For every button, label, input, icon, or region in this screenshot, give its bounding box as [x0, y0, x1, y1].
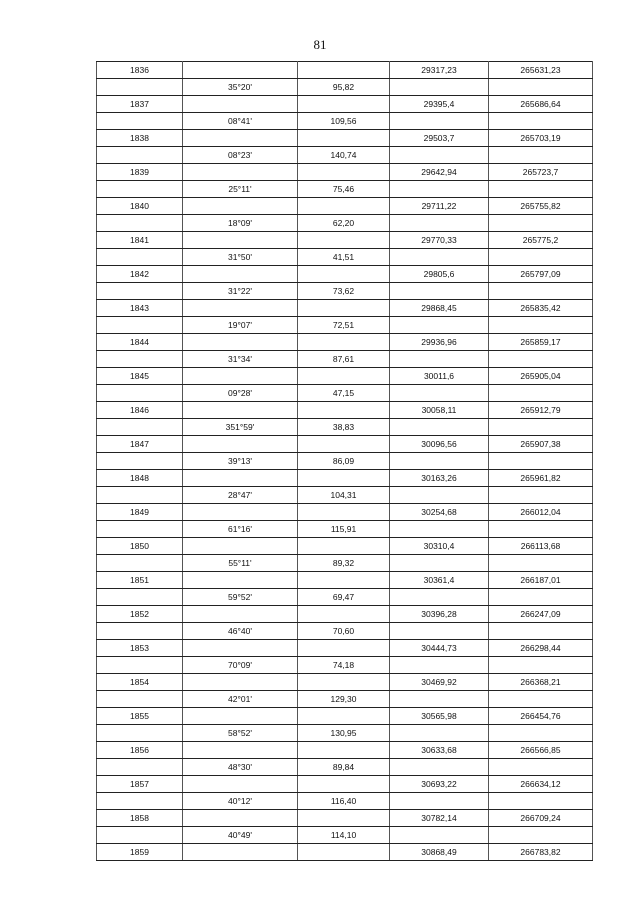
- angle-cell: [183, 334, 298, 351]
- y-coordinate-cell: [489, 215, 593, 232]
- line-row: [97, 215, 593, 232]
- line-row: [97, 385, 593, 402]
- x-coordinate-cell: 30693,22: [390, 776, 489, 793]
- y-coordinate-cell: 265907,38: [489, 436, 593, 453]
- angle-cell: 351°59': [183, 419, 298, 436]
- y-coordinate-cell: 265755,82: [489, 198, 593, 215]
- point-number-cell: 1838: [97, 130, 183, 147]
- x-coordinate-cell: 29868,45: [390, 300, 489, 317]
- angle-cell: 18°09': [183, 215, 298, 232]
- point-row: [97, 810, 593, 827]
- distance-cell: 86,09: [298, 453, 390, 470]
- point-number-cell: [97, 487, 183, 504]
- distance-cell: [298, 164, 390, 181]
- y-coordinate-cell: [489, 113, 593, 130]
- angle-cell: 70°09': [183, 657, 298, 674]
- x-coordinate-cell: 30396,28: [390, 606, 489, 623]
- distance-cell: 89,84: [298, 759, 390, 776]
- y-coordinate-cell: 266783,82: [489, 844, 593, 861]
- point-number-cell: [97, 147, 183, 164]
- y-coordinate-cell: [489, 827, 593, 844]
- distance-cell: [298, 436, 390, 453]
- x-coordinate-cell: 30011,6: [390, 368, 489, 385]
- point-row: [97, 300, 593, 317]
- angle-cell: [183, 640, 298, 657]
- distance-cell: [298, 776, 390, 793]
- x-coordinate-cell: 30633,68: [390, 742, 489, 759]
- y-coordinate-cell: [489, 657, 593, 674]
- distance-cell: [298, 232, 390, 249]
- y-coordinate-cell: 266298,44: [489, 640, 593, 657]
- distance-cell: [298, 640, 390, 657]
- y-coordinate-cell: [489, 521, 593, 538]
- point-number-cell: [97, 351, 183, 368]
- y-coordinate-cell: 266113,68: [489, 538, 593, 555]
- point-number-cell: [97, 521, 183, 538]
- distance-cell: [298, 300, 390, 317]
- y-coordinate-cell: [489, 385, 593, 402]
- distance-cell: 130,95: [298, 725, 390, 742]
- y-coordinate-cell: [489, 487, 593, 504]
- line-row: [97, 113, 593, 130]
- x-coordinate-cell: 29805,6: [390, 266, 489, 283]
- distance-cell: 104,31: [298, 487, 390, 504]
- point-number-cell: 1846: [97, 402, 183, 419]
- angle-cell: 40°49': [183, 827, 298, 844]
- x-coordinate-cell: [390, 487, 489, 504]
- y-coordinate-cell: [489, 79, 593, 96]
- line-row: [97, 521, 593, 538]
- point-number-cell: 1851: [97, 572, 183, 589]
- distance-cell: [298, 334, 390, 351]
- point-number-cell: 1855: [97, 708, 183, 725]
- line-row: [97, 827, 593, 844]
- angle-cell: [183, 470, 298, 487]
- point-row: [97, 742, 593, 759]
- x-coordinate-cell: [390, 249, 489, 266]
- point-number-cell: 1844: [97, 334, 183, 351]
- y-coordinate-cell: 266709,24: [489, 810, 593, 827]
- y-coordinate-cell: [489, 589, 593, 606]
- point-number-cell: [97, 691, 183, 708]
- point-number-cell: 1837: [97, 96, 183, 113]
- distance-cell: [298, 708, 390, 725]
- point-number-cell: [97, 317, 183, 334]
- point-number-cell: [97, 79, 183, 96]
- y-coordinate-cell: [489, 147, 593, 164]
- point-row: [97, 130, 593, 147]
- y-coordinate-cell: 265797,09: [489, 266, 593, 283]
- point-number-cell: [97, 113, 183, 130]
- point-number-cell: [97, 555, 183, 572]
- distance-cell: 114,10: [298, 827, 390, 844]
- point-number-cell: 1840: [97, 198, 183, 215]
- angle-cell: 42°01': [183, 691, 298, 708]
- distance-cell: 109,56: [298, 113, 390, 130]
- x-coordinate-cell: [390, 589, 489, 606]
- x-coordinate-cell: [390, 521, 489, 538]
- y-coordinate-cell: 265835,42: [489, 300, 593, 317]
- x-coordinate-cell: 30444,73: [390, 640, 489, 657]
- point-number-cell: 1847: [97, 436, 183, 453]
- line-row: [97, 181, 593, 198]
- y-coordinate-cell: 266187,01: [489, 572, 593, 589]
- y-coordinate-cell: [489, 793, 593, 810]
- distance-cell: [298, 844, 390, 861]
- point-row: [97, 368, 593, 385]
- distance-cell: [298, 504, 390, 521]
- angle-cell: [183, 572, 298, 589]
- y-coordinate-cell: [489, 283, 593, 300]
- angle-cell: [183, 606, 298, 623]
- x-coordinate-cell: [390, 351, 489, 368]
- distance-cell: [298, 674, 390, 691]
- angle-cell: [183, 810, 298, 827]
- angle-cell: 55°11': [183, 555, 298, 572]
- point-number-cell: 1856: [97, 742, 183, 759]
- distance-cell: [298, 130, 390, 147]
- angle-cell: 31°34': [183, 351, 298, 368]
- point-row: [97, 776, 593, 793]
- distance-cell: 95,82: [298, 79, 390, 96]
- distance-cell: [298, 606, 390, 623]
- line-row: [97, 147, 593, 164]
- distance-cell: [298, 538, 390, 555]
- x-coordinate-cell: 29317,23: [390, 62, 489, 79]
- distance-cell: 62,20: [298, 215, 390, 232]
- angle-cell: [183, 436, 298, 453]
- point-row: [97, 844, 593, 861]
- x-coordinate-cell: [390, 283, 489, 300]
- x-coordinate-cell: [390, 691, 489, 708]
- x-coordinate-cell: [390, 419, 489, 436]
- distance-cell: [298, 198, 390, 215]
- line-row: [97, 793, 593, 810]
- point-number-cell: [97, 623, 183, 640]
- point-number-cell: [97, 181, 183, 198]
- angle-cell: 08°41': [183, 113, 298, 130]
- line-row: [97, 419, 593, 436]
- angle-cell: [183, 96, 298, 113]
- angle-cell: 61°16': [183, 521, 298, 538]
- distance-cell: 129,30: [298, 691, 390, 708]
- y-coordinate-cell: 265775,2: [489, 232, 593, 249]
- line-row: [97, 453, 593, 470]
- point-number-cell: [97, 793, 183, 810]
- point-number-cell: 1843: [97, 300, 183, 317]
- point-number-cell: 1845: [97, 368, 183, 385]
- y-coordinate-cell: 265686,64: [489, 96, 593, 113]
- point-row: [97, 538, 593, 555]
- x-coordinate-cell: 30469,92: [390, 674, 489, 691]
- point-number-cell: [97, 725, 183, 742]
- point-row: [97, 504, 593, 521]
- y-coordinate-cell: 266454,76: [489, 708, 593, 725]
- y-coordinate-cell: [489, 453, 593, 470]
- distance-cell: 116,40: [298, 793, 390, 810]
- distance-cell: 75,46: [298, 181, 390, 198]
- x-coordinate-cell: 29503,7: [390, 130, 489, 147]
- y-coordinate-cell: 265703,19: [489, 130, 593, 147]
- distance-cell: 47,15: [298, 385, 390, 402]
- x-coordinate-cell: [390, 657, 489, 674]
- point-row: [97, 470, 593, 487]
- x-coordinate-cell: 29642,94: [390, 164, 489, 181]
- point-row: [97, 436, 593, 453]
- angle-cell: 31°50': [183, 249, 298, 266]
- angle-cell: 58°52': [183, 725, 298, 742]
- point-row: [97, 96, 593, 113]
- x-coordinate-cell: [390, 725, 489, 742]
- point-row: [97, 402, 593, 419]
- x-coordinate-cell: [390, 317, 489, 334]
- x-coordinate-cell: 30163,26: [390, 470, 489, 487]
- point-row: [97, 708, 593, 725]
- point-row: [97, 606, 593, 623]
- line-row: [97, 759, 593, 776]
- line-row: [97, 725, 593, 742]
- point-number-cell: 1859: [97, 844, 183, 861]
- point-number-cell: [97, 453, 183, 470]
- point-row: [97, 62, 593, 79]
- coordinates-table: [96, 61, 593, 861]
- y-coordinate-cell: [489, 725, 593, 742]
- point-number-cell: 1849: [97, 504, 183, 521]
- point-number-cell: [97, 827, 183, 844]
- x-coordinate-cell: [390, 453, 489, 470]
- angle-cell: [183, 198, 298, 215]
- x-coordinate-cell: 30565,98: [390, 708, 489, 725]
- line-row: [97, 589, 593, 606]
- line-row: [97, 249, 593, 266]
- point-number-cell: [97, 283, 183, 300]
- distance-cell: [298, 402, 390, 419]
- distance-cell: 69,47: [298, 589, 390, 606]
- point-number-cell: 1839: [97, 164, 183, 181]
- line-row: [97, 283, 593, 300]
- distance-cell: 73,62: [298, 283, 390, 300]
- point-number-cell: [97, 385, 183, 402]
- point-number-cell: 1852: [97, 606, 183, 623]
- point-row: [97, 198, 593, 215]
- angle-cell: 28°47': [183, 487, 298, 504]
- point-row: [97, 232, 593, 249]
- point-number-cell: [97, 249, 183, 266]
- angle-cell: [183, 300, 298, 317]
- x-coordinate-cell: 30096,56: [390, 436, 489, 453]
- angle-cell: 25°11': [183, 181, 298, 198]
- x-coordinate-cell: [390, 385, 489, 402]
- y-coordinate-cell: [489, 181, 593, 198]
- line-row: [97, 657, 593, 674]
- distance-cell: 89,32: [298, 555, 390, 572]
- point-number-cell: 1857: [97, 776, 183, 793]
- angle-cell: 09°28': [183, 385, 298, 402]
- x-coordinate-cell: [390, 555, 489, 572]
- x-coordinate-cell: [390, 113, 489, 130]
- y-coordinate-cell: 266368,21: [489, 674, 593, 691]
- x-coordinate-cell: [390, 147, 489, 164]
- y-coordinate-cell: 265905,04: [489, 368, 593, 385]
- line-row: [97, 487, 593, 504]
- line-row: [97, 351, 593, 368]
- distance-cell: 41,51: [298, 249, 390, 266]
- line-row: [97, 317, 593, 334]
- distance-cell: [298, 742, 390, 759]
- point-row: [97, 674, 593, 691]
- angle-cell: [183, 844, 298, 861]
- y-coordinate-cell: [489, 623, 593, 640]
- angle-cell: 59°52': [183, 589, 298, 606]
- x-coordinate-cell: 30782,14: [390, 810, 489, 827]
- distance-cell: [298, 62, 390, 79]
- x-coordinate-cell: 29936,96: [390, 334, 489, 351]
- distance-cell: [298, 368, 390, 385]
- x-coordinate-cell: 29711,22: [390, 198, 489, 215]
- angle-cell: [183, 538, 298, 555]
- angle-cell: 35°20': [183, 79, 298, 96]
- point-row: [97, 266, 593, 283]
- y-coordinate-cell: 266012,04: [489, 504, 593, 521]
- angle-cell: 19°07': [183, 317, 298, 334]
- angle-cell: [183, 130, 298, 147]
- point-number-cell: [97, 419, 183, 436]
- angle-cell: [183, 504, 298, 521]
- x-coordinate-cell: [390, 181, 489, 198]
- angle-cell: [183, 164, 298, 181]
- y-coordinate-cell: 265631,23: [489, 62, 593, 79]
- y-coordinate-cell: 265859,17: [489, 334, 593, 351]
- angle-cell: 08°23': [183, 147, 298, 164]
- y-coordinate-cell: 265723,7: [489, 164, 593, 181]
- angle-cell: [183, 402, 298, 419]
- distance-cell: [298, 266, 390, 283]
- point-number-cell: [97, 759, 183, 776]
- angle-cell: 46°40': [183, 623, 298, 640]
- distance-cell: [298, 810, 390, 827]
- y-coordinate-cell: [489, 555, 593, 572]
- x-coordinate-cell: [390, 623, 489, 640]
- x-coordinate-cell: 30058,11: [390, 402, 489, 419]
- point-number-cell: 1853: [97, 640, 183, 657]
- y-coordinate-cell: 265912,79: [489, 402, 593, 419]
- y-coordinate-cell: 266566,85: [489, 742, 593, 759]
- point-number-cell: [97, 215, 183, 232]
- x-coordinate-cell: 30310,4: [390, 538, 489, 555]
- x-coordinate-cell: 29770,33: [390, 232, 489, 249]
- line-row: [97, 691, 593, 708]
- angle-cell: 48°30': [183, 759, 298, 776]
- angle-cell: 39°13': [183, 453, 298, 470]
- angle-cell: [183, 368, 298, 385]
- y-coordinate-cell: [489, 691, 593, 708]
- angle-cell: [183, 708, 298, 725]
- x-coordinate-cell: [390, 793, 489, 810]
- y-coordinate-cell: [489, 351, 593, 368]
- y-coordinate-cell: [489, 249, 593, 266]
- point-number-cell: 1850: [97, 538, 183, 555]
- angle-cell: 31°22': [183, 283, 298, 300]
- angle-cell: 40°12': [183, 793, 298, 810]
- distance-cell: 115,91: [298, 521, 390, 538]
- y-coordinate-cell: 266247,09: [489, 606, 593, 623]
- point-number-cell: 1848: [97, 470, 183, 487]
- x-coordinate-cell: [390, 79, 489, 96]
- point-number-cell: 1841: [97, 232, 183, 249]
- distance-cell: 38,83: [298, 419, 390, 436]
- coordinates-table-body: [97, 62, 593, 861]
- distance-cell: 140,74: [298, 147, 390, 164]
- point-row: [97, 640, 593, 657]
- point-row: [97, 572, 593, 589]
- angle-cell: [183, 776, 298, 793]
- distance-cell: [298, 470, 390, 487]
- distance-cell: [298, 96, 390, 113]
- y-coordinate-cell: [489, 317, 593, 334]
- x-coordinate-cell: 30868,49: [390, 844, 489, 861]
- point-number-cell: 1858: [97, 810, 183, 827]
- y-coordinate-cell: 266634,12: [489, 776, 593, 793]
- point-number-cell: 1842: [97, 266, 183, 283]
- point-number-cell: [97, 589, 183, 606]
- distance-cell: 87,61: [298, 351, 390, 368]
- line-row: [97, 79, 593, 96]
- y-coordinate-cell: [489, 419, 593, 436]
- distance-cell: 70,60: [298, 623, 390, 640]
- angle-cell: [183, 232, 298, 249]
- x-coordinate-cell: [390, 215, 489, 232]
- angle-cell: [183, 62, 298, 79]
- angle-cell: [183, 674, 298, 691]
- x-coordinate-cell: 29395,4: [390, 96, 489, 113]
- line-row: [97, 623, 593, 640]
- x-coordinate-cell: [390, 759, 489, 776]
- point-row: [97, 334, 593, 351]
- angle-cell: [183, 742, 298, 759]
- x-coordinate-cell: 30361,4: [390, 572, 489, 589]
- line-row: [97, 555, 593, 572]
- angle-cell: [183, 266, 298, 283]
- distance-cell: 74,18: [298, 657, 390, 674]
- point-number-cell: 1836: [97, 62, 183, 79]
- distance-cell: [298, 572, 390, 589]
- x-coordinate-cell: [390, 827, 489, 844]
- point-number-cell: 1854: [97, 674, 183, 691]
- distance-cell: 72,51: [298, 317, 390, 334]
- y-coordinate-cell: [489, 759, 593, 776]
- page-number: 81: [313, 37, 327, 52]
- x-coordinate-cell: 30254,68: [390, 504, 489, 521]
- point-number-cell: [97, 657, 183, 674]
- y-coordinate-cell: 265961,82: [489, 470, 593, 487]
- point-row: [97, 164, 593, 181]
